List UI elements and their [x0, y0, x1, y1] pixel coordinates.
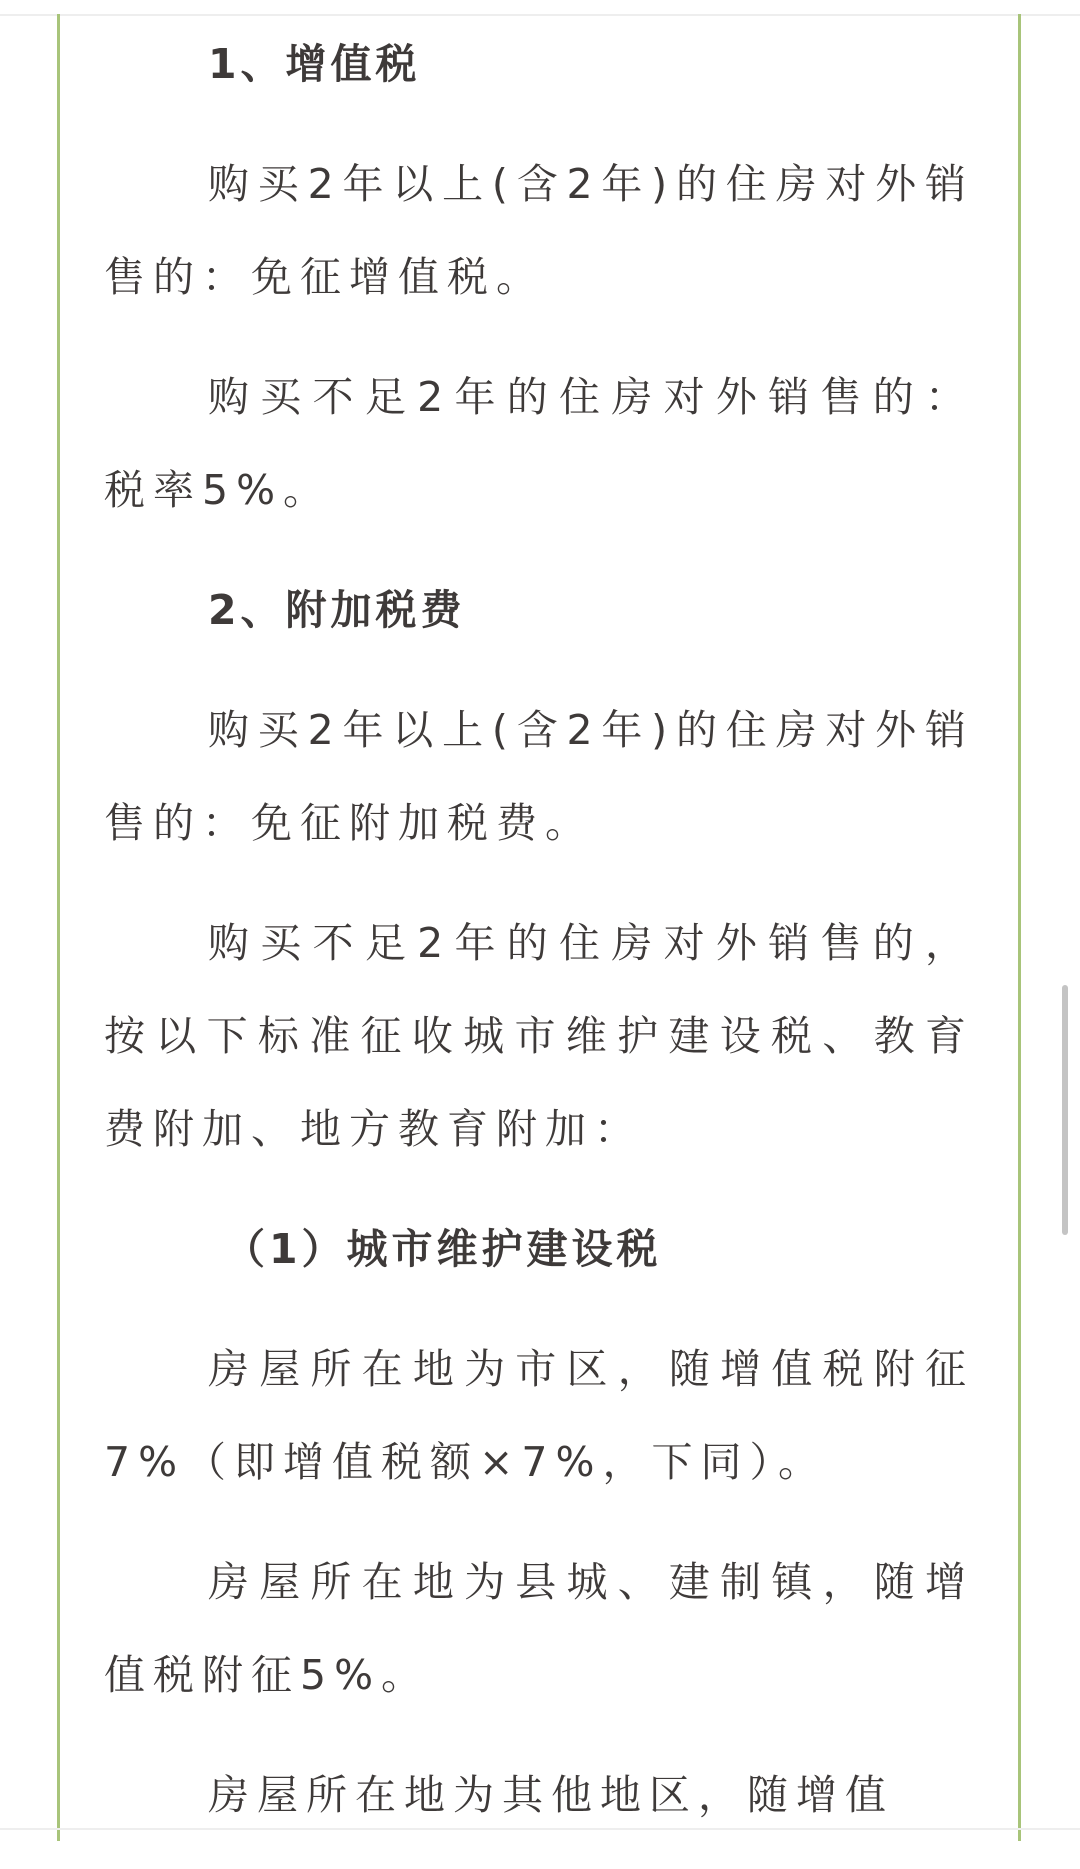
- paragraph-county-town: 房屋所在地为县城、建制镇，随增值税附征5%。: [104, 1558, 974, 1699]
- subsection-heading-urban-tax: （1）城市维护建设税: [224, 1225, 662, 1273]
- scrollbar-thumb[interactable]: [1062, 985, 1068, 1235]
- paragraph-urban-district: 房屋所在地为市区，随增值税附征7%（即增值税额×7%，下同）。: [104, 1345, 974, 1486]
- article-border-right: [1018, 14, 1021, 1841]
- paragraph-surcharge-exempt: 购买2年以上(含2年)的住房对外销售的：免征附加税费。: [104, 706, 974, 847]
- paragraph-vat-exempt: 购买2年以上(含2年)的住房对外销售的：免征增值税。: [104, 160, 974, 301]
- bottom-divider: [0, 1828, 1080, 1830]
- paragraph-surcharge-standard: 购买不足2年的住房对外销售的，按以下标准征收城市维护建设税、教育费附加、地方教育附加：: [104, 919, 974, 1153]
- top-divider: [0, 14, 1080, 16]
- section-heading-vat: 1、增值税: [208, 40, 421, 88]
- article-border-left: [57, 14, 60, 1841]
- article-body: [104, 18, 974, 1869]
- paragraph-vat-rate: 购买不足2年的住房对外销售的：税率5%。: [104, 373, 974, 514]
- section-heading-surcharge: 2、附加税费: [208, 586, 466, 634]
- paragraph-other-area: 房屋所在地为其他地区，随增值: [208, 1771, 894, 1819]
